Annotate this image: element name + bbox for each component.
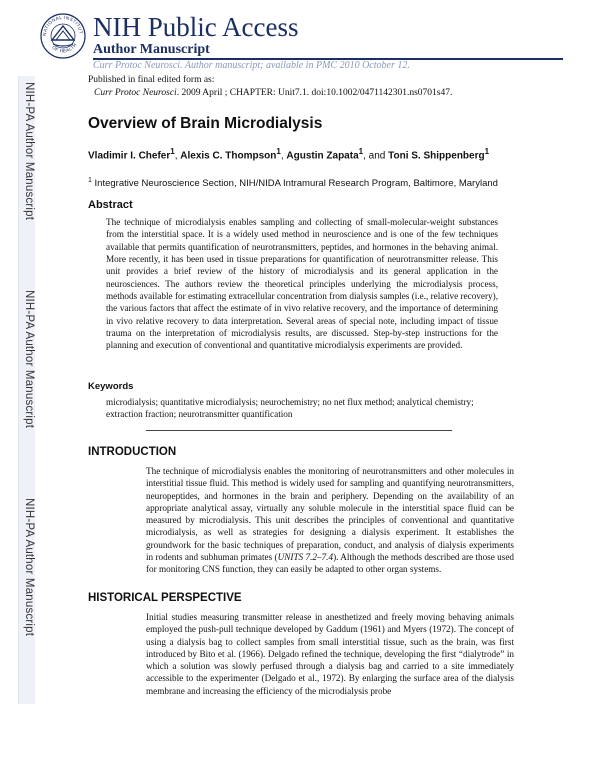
units-reference: UNITS 7.2–7.4 xyxy=(277,552,334,563)
introduction-text xyxy=(146,465,514,576)
article-title: Overview of Brain Microdialysis xyxy=(88,115,323,132)
introduction-heading: INTRODUCTION xyxy=(88,446,177,458)
author-affiliation xyxy=(88,177,498,189)
section-divider xyxy=(146,430,452,431)
author-affiliation-mark: 1 xyxy=(170,147,175,156)
author-name: Vladimir I. Chefer xyxy=(88,150,171,162)
author-separator: , and xyxy=(363,150,389,162)
svg-text:OF HEALTH: OF HEALTH xyxy=(51,42,78,54)
abstract-text: The technique of microdialysis enables sampling and collecting of small-molecular-weight substances from the interstitial space. It is a widely used method in neuroscience and is one of the few techniques available that permits quantification of neurotransmitters, peptides, and hormones in the behaving animal. More recently, it has been used in tissue preparations for quantification of neurotransmitter release. This unit provides a brief review of the history of microdialysis and its general application in the neurosciences. The authors review the theoretical principles underlying the microdialysis process, methods available for estimating extracellular concentration from dialysis samples (i.e., relative recovery), the various factors that affect the estimate of in vivo relative recovery, and the importance of determining in vivo relative recovery to data interpretation. Several areas of special note, including impact of tissue trauma on the interpretation of microdialysis results, are discussed. Step-by-step instructions for the planning and execution of conventional and quantitative microdialysis experiments are provided. xyxy=(106,217,498,351)
keywords-text: microdialysis; quantitative microdialysis; neurochemistry; no net flux method; analytical chemistry; extraction fraction; neurotransmitter quantification xyxy=(106,397,474,419)
publication-citation xyxy=(94,88,452,98)
sidebar-label: NIH-PA Author Manuscript xyxy=(23,82,35,221)
author-affiliation-mark: 1 xyxy=(358,147,364,156)
author-list xyxy=(88,147,489,161)
author-name: Alexis C. Thompson xyxy=(180,150,277,162)
affiliation-mark: 1 xyxy=(88,177,92,184)
keywords-heading: Keywords xyxy=(88,381,134,392)
author-name: Agustin Zapata xyxy=(286,150,359,162)
author-affiliation-mark: 1 xyxy=(484,147,490,156)
nih-logo xyxy=(38,6,88,66)
header-subtitle: Author Manuscript xyxy=(93,42,210,57)
affiliation-text: Integrative Neuroscience Section, NIH/NIDA Intramural Research Program, Baltimore, Maryland xyxy=(91,178,498,190)
author-affiliation-mark: 1 xyxy=(276,147,281,156)
historical-perspective-text: Initial studies measuring transmitter release in anesthetized and freely moving behaving animals employed the push-pull technique developed by Gaddum (1961) and Myers (1972). The concept of using a dialysis bag to collect samples from small interstitial tissue, such as the brain, was first introduced by Bito et al. (1966). Delgado refined the technique, developing the first “dialytrode” in which a solution was slowly perfused through a dialysis bag and carried to a site immediately accessible to the experimenter (Delgado et al., 1972). By enlarging the surface area of the dialysis membrane and increasing the efficiency of the microdialysis probe xyxy=(146,612,514,696)
sidebar-label: NIH-PA Author Manuscript xyxy=(23,498,35,637)
journal-name: Curr Protoc Neurosci xyxy=(94,88,177,98)
introduction-text-part: The technique of microdialysis enables the monitoring of neurotransmitters and other molecules in interstitial tissue fluid. This method is widely used for sampling and quantifying neurotransmitters, neuropeptides, and hormones in the brain and periphery. Depending on the availability of an appropriate analytical assay, virtually any soluble molecule in the interstitial space fluid can be measured by microdialysis. This unit describes the principles of conventional and quantitative microdialysis, as well as strategies for designing a dialysis experiment. It establishes the groundwork for the basic techniques of preparation, conduct, and analysis of dialysis experiments in rodents and subhuman primates ( xyxy=(146,466,514,563)
nih-seal-icon xyxy=(38,6,88,66)
manuscript-sidebar xyxy=(18,76,35,704)
author-separator: , xyxy=(280,150,287,162)
author-separator: , xyxy=(174,150,181,162)
introduction-text-part: ). Although the methods described are those used for monitoring CNS function, they can easily be adapted to other organ systems. xyxy=(146,552,514,575)
svg-text:NATIONAL INSTITUTES: NATIONAL INSTITUT xyxy=(41,14,84,37)
header-title: NIH Public Access xyxy=(93,12,299,42)
abstract-heading: Abstract xyxy=(88,199,133,211)
sidebar-label: NIH-PA Author Manuscript xyxy=(23,290,35,429)
author-name: Toni S. Shippenberg xyxy=(388,150,485,162)
published-in-label: Published in final edited form as: xyxy=(88,75,215,85)
publication-details: . 2009 April ; CHAPTER: Unit7.1. doi:10.1002/0471142301.ns0701s47. xyxy=(176,88,453,98)
historical-perspective-heading: HISTORICAL PERSPECTIVE xyxy=(88,592,242,604)
header-citation: Curr Protoc Neurosci. Author manuscript; available in PMC 2010 October 12. xyxy=(93,60,410,71)
